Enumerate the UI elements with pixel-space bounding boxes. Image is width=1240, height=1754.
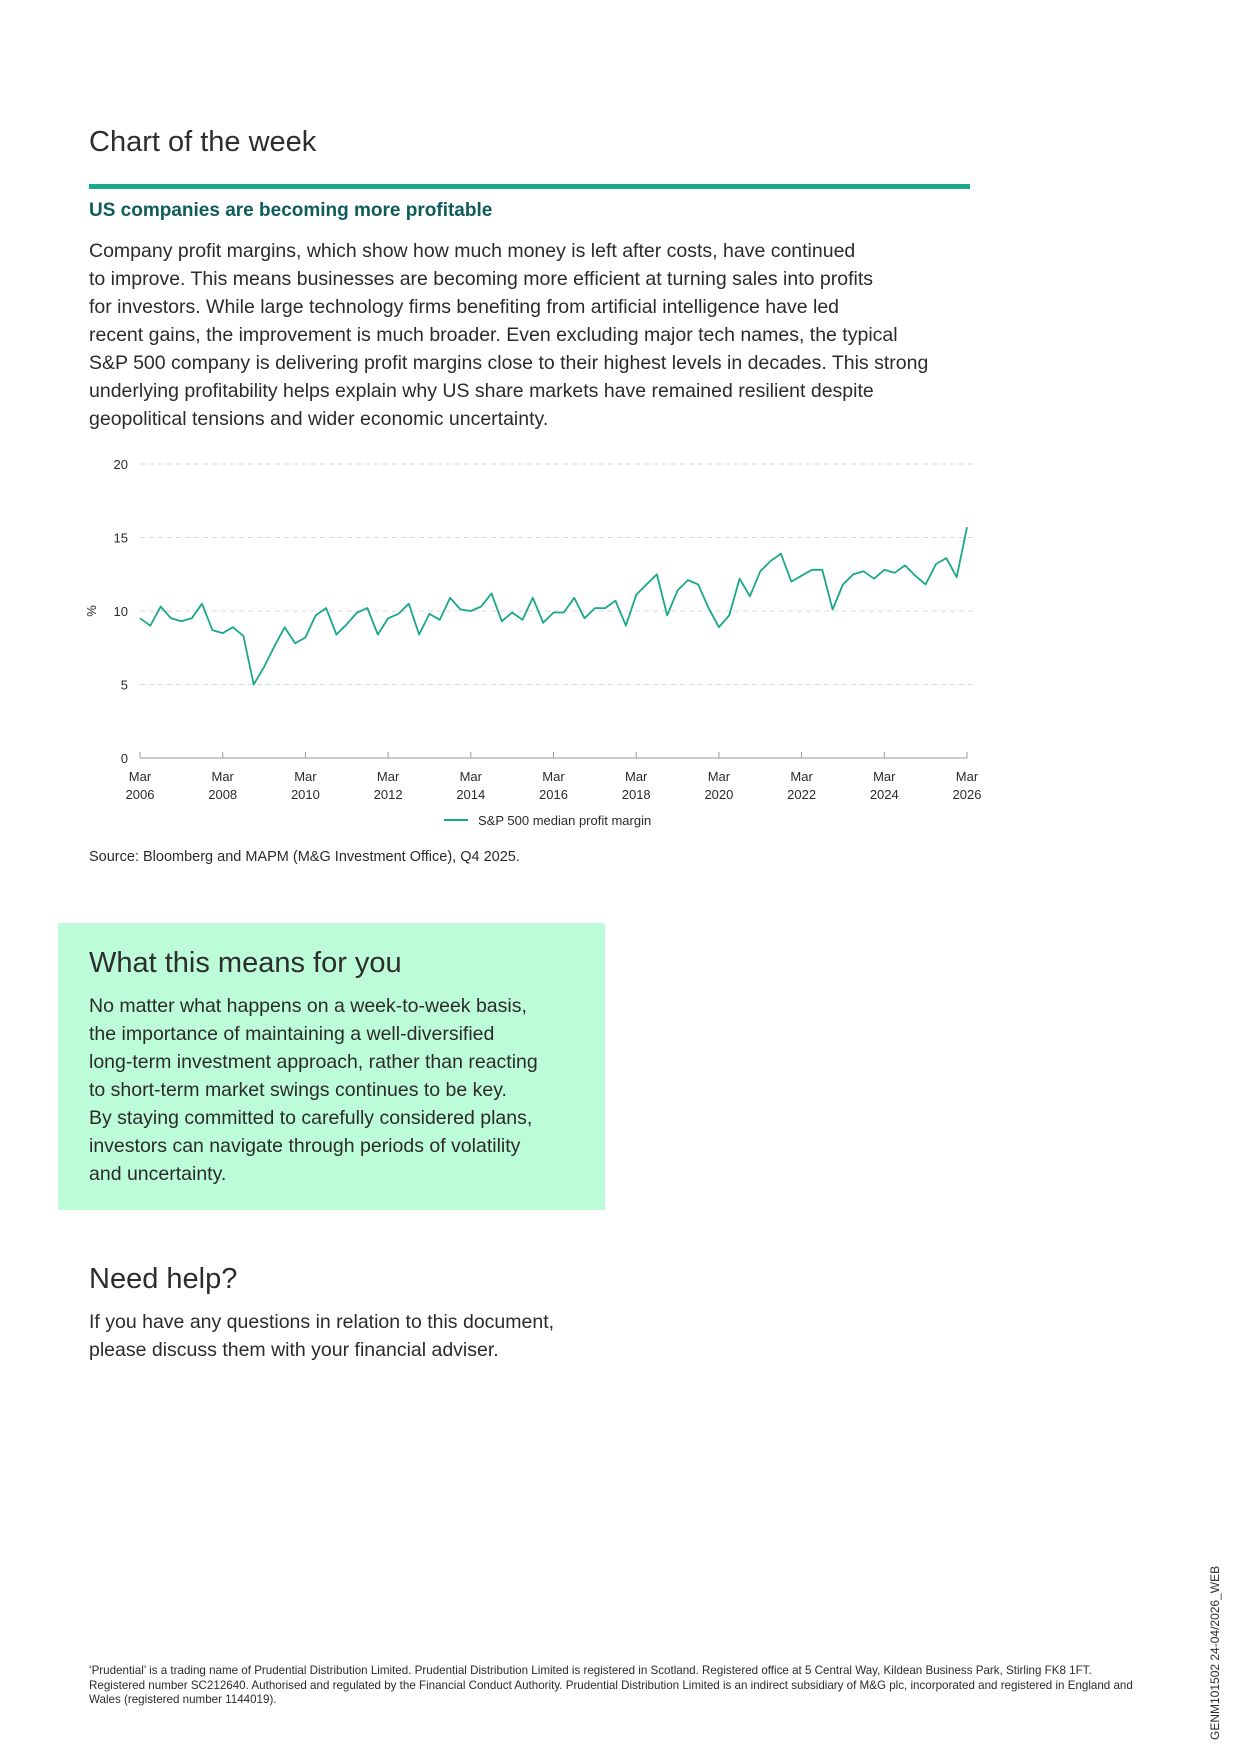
x-tick-label-month: Mar [955,769,979,784]
need-help-body [89,1308,554,1364]
x-tick-label-year: 2008 [208,787,238,802]
means-line: to short-term market swings continues to be key. [89,1079,507,1101]
x-tick-label-month: Mar [459,769,482,784]
need-help-title: Need help? [89,1263,238,1295]
body-line: to improve. This means businesses are becoming more efficient at turning sales into profits [89,268,873,290]
what-this-means-title: What this means for you [89,947,402,979]
x-tick-label-year: 2020 [704,787,734,802]
section-title: Chart of the week [89,126,317,158]
x-tick-label-month: Mar [128,769,152,784]
body-line: geopolitical tensions and wider economic uncertainty. [89,408,549,430]
chart-gridlines [140,464,975,685]
x-tick-label-month: Mar [211,769,234,784]
help-line: If you have any questions in relation to this document, [89,1311,555,1333]
what-this-means-body [89,992,538,1188]
x-tick-label-year: 2010 [290,787,320,802]
x-tick-label-year: 2012 [373,787,403,802]
x-tick-label-year: 2026 [952,787,982,802]
y-tick-label: 5 [120,677,128,693]
chart-series [140,527,967,684]
x-tick-label-month: Mar [790,769,813,784]
series-line [140,527,967,684]
body-line: S&P 500 company is delivering profit margins close to their highest levels in decades. This strong [89,352,929,374]
x-tick-label-year: 2024 [869,787,899,802]
means-line: No matter what happens on a week-to-week basis, [89,995,527,1017]
legal-footer: ‘Prudential’ is a trading name of Prudential Distribution Limited. Prudential Distribution Limited is registered in Scotland. Registered office at 5 Central Way, Kildean Business Park, Stirling FK8 1FT. Registered number SC212640. Authorised and regulated by the Financial Conduct Authority. Prudential Distribution Limited is an indirect subsidiary of M&G plc, incorporated and registered in England and Wales (registered number 1144019). [89,1664,1133,1706]
x-tick-label-year: 2006 [125,787,155,802]
profit-margin-chart [80,448,1000,833]
x-tick-label-month: Mar [294,769,317,784]
legend-label: S&P 500 median profit margin [478,813,652,828]
y-tick-label: 0 [120,751,128,766]
x-tick-label-month: Mar [542,769,565,784]
chart-legend [444,813,651,828]
means-line: investors can navigate through periods of volatility [89,1135,521,1157]
body-line: Company profit margins, which show how much money is left after costs, have continued [89,240,856,262]
body-line: recent gains, the improvement is much broader. Even excluding major tech names, the typical [89,324,898,346]
means-line: long-term investment approach, rather than reacting [89,1051,538,1073]
y-axis-label: % [84,605,99,617]
x-tick-label-year: 2018 [621,787,651,802]
x-tick-label-year: 2016 [539,787,568,802]
means-line: By staying committed to carefully considered plans, [89,1107,533,1129]
y-tick-label: 15 [113,530,128,546]
x-tick-label-month: Mar [873,769,896,784]
body-line: for investors. While large technology firms benefiting from artificial intelligence have led [89,296,840,318]
y-tick-label: 10 [113,604,128,619]
means-line: the importance of maintaining a well-diversified [89,1023,495,1045]
section-subheading: US companies are becoming more profitable [89,200,493,221]
means-line: and uncertainty. [89,1163,227,1185]
chart-source-note: Source: Bloomberg and MAPM (M&G Investment Office), Q4 2025. [89,849,520,865]
x-tick-label-month: Mar [707,769,731,784]
chart-axes [84,457,981,802]
x-tick-label-month: Mar [625,769,648,784]
section-divider [89,184,970,189]
section-body [89,237,989,433]
help-line: please discuss them with your financial adviser. [89,1339,499,1361]
x-tick-label-year: 2014 [456,787,486,802]
y-tick-label: 20 [113,457,128,472]
body-line: underlying profitability helps explain why US share markets have remained resilient despite [89,380,874,402]
document-code: GENM101502 24-04/2026_WEB [1208,1565,1222,1740]
x-tick-label-year: 2022 [787,787,817,802]
x-tick-label-month: Mar [376,769,400,784]
